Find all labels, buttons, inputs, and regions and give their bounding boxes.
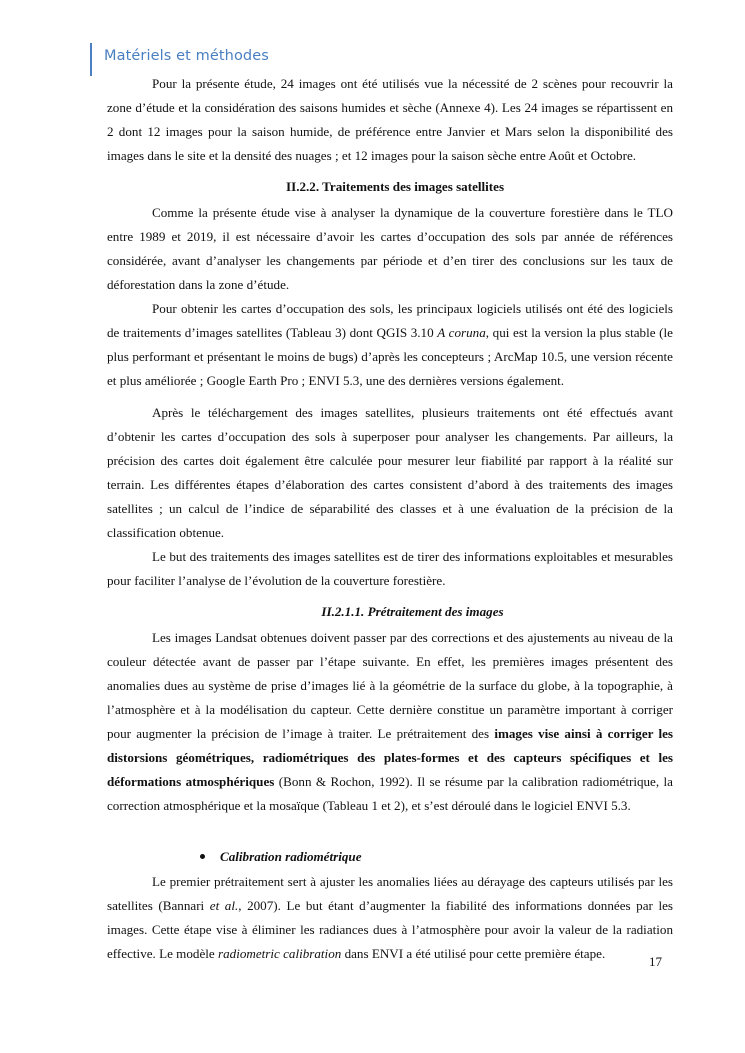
pretraitement-text-b: (Bonn & Rochon, 1992). Il se résume par la calibration radiométrique, la correction atmosphérique et la mosaïque (Tableau 1 et 2), et s’est déroulé dans le logiciel ENVI 5.3.: [107, 774, 673, 813]
bullet-calibration: [107, 844, 673, 870]
calibration-text-b: , 2007). Le but étant d’augmenter la fiabilité des informations données par les images. Cette étape vise à éliminer les radiances dues à l’atmosphère pour avoir la valeur de la radiation effective. Le modèle: [107, 898, 673, 961]
section-heading-traitements: II.2.2. Traitements des images satellites: [286, 179, 505, 194]
pretraitement-text-a: Les images Landsat obtenues doivent passer par des corrections et des ajustements au niveau de la couleur détectée avant de passer par l’étape suivante. En effet, les premières images présentent des anomalies dues au système de prise d’images lié à la géométrie de la surface du globe, à la topographie, à l’atmosphère et à la modélisation du capteur. Cette dernière constitue un paramètre important à corriger pour augmenter la précision de l’image à traiter. Le prétraitement des: [107, 630, 673, 741]
pretraitement-bold-text: images vise ainsi à corriger les distorsions géométriques, radiométriques des plates-formes et des capteurs spécifiques et les déformations atmosphériques: [107, 726, 673, 789]
software-text-a: Pour obtenir les cartes d’occupation des sols, les principaux logiciels utilisés ont été des logiciels de traitements d’images satellites (Tableau 3) dont QGIS 3.10: [107, 301, 673, 340]
body-text: [107, 72, 673, 966]
calibration-text-c: dans ENVI a été utilisé pour cette première étape.: [341, 946, 606, 961]
calibration-text-a: Le premier prétraitement sert à ajuster les anomalies liées au dérayage des capteurs utilisés par les satellites (Bannari: [107, 874, 673, 913]
software-text-b: , qui est la version la plus stable (le plus performant et présentant le moins de bugs) d’après les concepteurs ; ArcMap 10.5, une version récente et plus améliorée ; Google Earth Pro ; ENVI 5.3, une des dernières versions également.: [107, 325, 673, 388]
paragraph-processing-steps: Après le téléchargement des images satellites, plusieurs traitements ont été effectués avant d’obtenir les cartes d’occupation des sols à superposer pour analyser les changements. Par ailleurs, la précision des cartes doit également être calculée pour mesurer leur fiabilité par rapport à la réalité sur terrain. Les différentes étapes d’élaboration des cartes consistent d’abord à des traitements des images satellites ; un calcul de l’indice de séparabilité des classes et à une évaluation de la précision de la classification obtenue.: [107, 405, 673, 540]
paragraph-processing-goal: Le but des traitements des images satellites est de tirer des informations exploitables et mesurables pour faciliter l’analyse de l’évolution de la couverture forestière.: [107, 549, 673, 588]
calibration-italic-etal: et al.: [209, 898, 239, 913]
paragraph-study-goal: Comme la présente étude vise à analyser la dynamique de la couverture forestière dans le TLO entre 1989 et 2019, il est nécessaire d’avoir les cartes d’occupation des sols par année de références considérée, avant d’analyser les changements par période et d’en tirer des conclusions sur les taux de déforestation dans la zone d’étude.: [107, 205, 673, 292]
page-number: 17: [649, 954, 662, 969]
paragraph-images-count: Pour la présente étude, 24 images ont été utilisés vue la nécessité de 2 scènes pour recouvrir la zone d’étude et la considération des saisons humides et sèche (Annexe 4). Les 24 images se répartissent en 2 dont 12 images pour la saison humide, de préférence entre Janvier et Mars selon la disponibilité des images dans le site et la densité des nuages ; et 12 images pour la saison sèche entre Août et Octobre.: [107, 76, 673, 163]
paragraph-calibration: [107, 870, 673, 966]
paragraph-pretraitement: [107, 626, 673, 818]
running-header-title: Matériels et méthodes: [104, 48, 269, 64]
paragraph-software: [107, 297, 673, 393]
bullet-calibration-label: Calibration radiométrique: [220, 849, 362, 864]
software-italic-coruna: A coruna: [437, 325, 486, 340]
calibration-italic-model: radiometric calibration: [218, 946, 342, 961]
header-accent-bar: [90, 43, 92, 76]
section-heading-pretraitement: II.2.1.1. Prétraitement des images: [321, 604, 504, 619]
bullet-dot-icon: [200, 854, 205, 859]
